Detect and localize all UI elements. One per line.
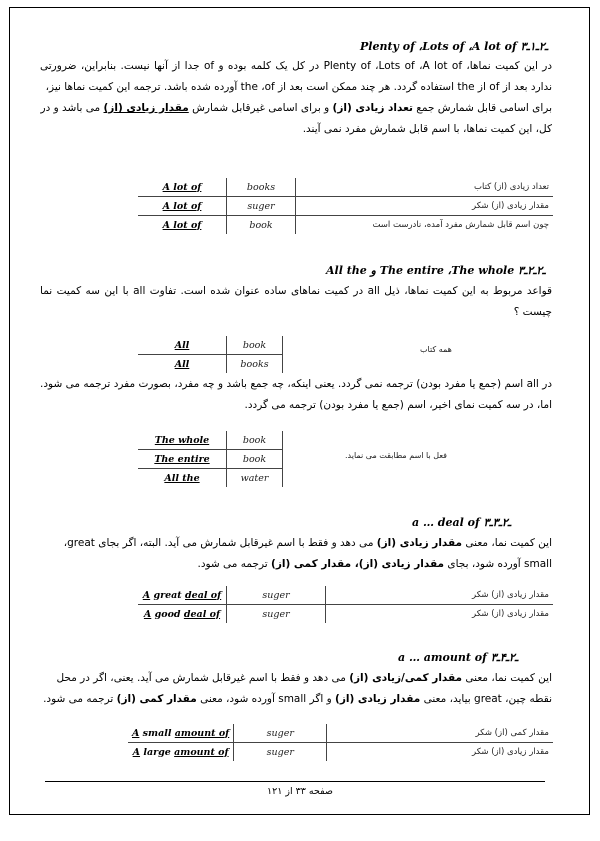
section-heading-4: a … amount of ۳ـ۲ـ۴ـ xyxy=(398,651,519,664)
table-row: A small amount of suger مقدار کمی (از) شکر xyxy=(128,724,553,743)
section-heading-3: a … deal of ۳ـ۲ـ۳ـ xyxy=(412,516,511,529)
section-heading-2: All the و The entire ،The whole ۳ـ۲ـ۲ـ xyxy=(326,264,546,277)
section-3-paragraph xyxy=(40,533,552,575)
table-row: The whole book xyxy=(138,431,283,450)
s2-table-a xyxy=(138,336,283,373)
table-row: All books xyxy=(138,355,283,374)
s2-table-b xyxy=(138,431,283,487)
s4-example-table xyxy=(128,724,553,761)
table-row: A great deal of suger مقدار زیادی (از) شکر xyxy=(138,586,553,605)
s1-line-2: برای اسامی قابل شمارش جمع تعداد زیادی (از) و برای اسامی غیرقابل شمارش مقدار زیادی (از) می باشد و در xyxy=(40,102,552,114)
s1-emph-count: تعداد زیادی (از) xyxy=(332,102,413,114)
table-row: A lot of books تعداد زیادی (از) کتاب xyxy=(138,178,553,197)
s3-line-2: small آورده شود، بجای مقدار زیادی (از)، مقدار کمی (از) ترجمه می شود. xyxy=(197,558,552,570)
s1-emph-amount: مقدار زیادی (از) xyxy=(103,102,189,114)
table-row: All book xyxy=(138,336,283,355)
s2-paragraph-2: در all اسم (جمع یا مفرد بودن) ترجمه نمی گردد. یعنی اینکه، چه جمع باشد و چه مفرد، بصورت مفرد ترجمه می شود. اما، در سه کمیت نمای اخیر، اسم (جمع یا مفرد بودن) ترجمه می گردد. xyxy=(40,378,552,411)
s2-paragraph-1: قواعد مربوط به این کمیت نماها، ذیل all در کمیت نماهای ساده عنوان شده است. تفاوت all با این سه کمیت نما چیست ؟ xyxy=(40,285,553,318)
s3-example-table xyxy=(138,586,553,623)
table-row: All the water xyxy=(138,469,283,488)
page-number: صفحه ۳۳ از ۱۲۱ xyxy=(267,786,333,797)
s1-line-1: در این کمیت نماها، Plenty of ،Lots of ،A lot of در کل یک کلمه بوده و of جدا از آنها نیست. بنابراین، ضرورتی ندارد بعد از of از the استفاده گردد. هر چند ممکن است بعد از the ،of آورده شده باشد. ترجمه این کمیت نماها نیز، xyxy=(40,60,553,93)
s3-line-1: این کمیت نما، معنی مقدار زیادی (از) می دهد و فقط با اسم غیرقابل شمارش می آید. البته، اگر بجای great، xyxy=(63,537,552,549)
footer-divider xyxy=(45,781,545,782)
s2-side-note-b: فعل با اسم مطابقت می نماید. xyxy=(345,451,447,460)
s4-line-1: این کمیت نما، معنی مقدار کمی/زیادی (از) می دهد و فقط با اسم غیرقابل شمارش می آید. یعنی، اگر در محل xyxy=(56,672,552,684)
table-row: The entire book xyxy=(138,450,283,469)
section-1-paragraph xyxy=(40,56,552,140)
table-row: A large amount of suger مقدار زیادی (از) شکر xyxy=(128,743,553,762)
table-row: A lot of suger مقدار زیادی (از) شکر xyxy=(138,197,553,216)
s4-line-2: نقطه چین، great بیاید، معنی مقدار زیادی (از) و اگر small آورده شود، معنی مقدار کمی (از) ترجمه می شود. xyxy=(43,693,552,705)
section-heading-1: Plenty of ،Lots of ،A lot of ۳ـ۲ـ۱ـ xyxy=(360,40,548,53)
s1-example-table xyxy=(138,178,553,234)
table-row: A lot of book چون اسم قابل شمارش مفرد آمده، نادرست است xyxy=(138,216,553,235)
table-row: A good deal of suger مقدار زیادی (از) شکر xyxy=(138,605,553,624)
s1-line-3: کل، این کمیت نماها، با اسم قابل شمارش مفرد نمی آیند. xyxy=(302,123,552,135)
section-4-paragraph xyxy=(40,668,552,710)
s2-side-note-a: همه کتاب xyxy=(420,345,452,354)
